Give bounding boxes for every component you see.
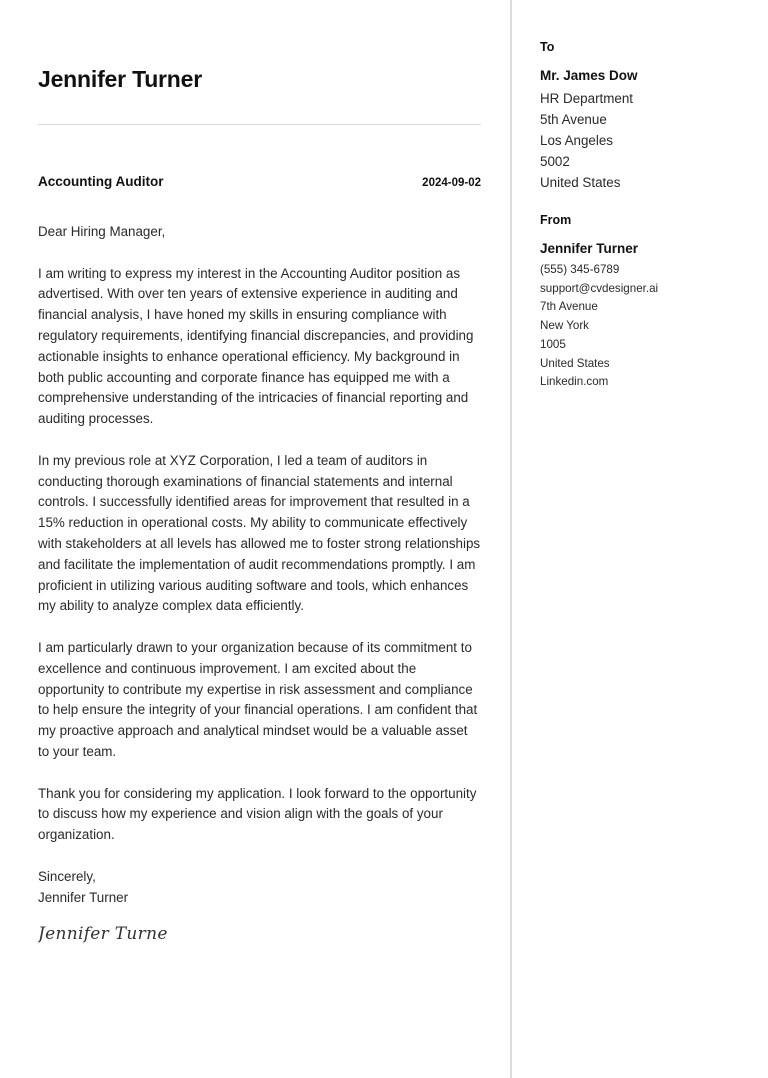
- paragraph-4: Thank you for considering my application. I look forward to the opportunity to discuss how my experience and vision align with the goals of your organization.: [38, 785, 477, 843]
- sender-contact: [540, 261, 658, 392]
- letter-body: [38, 222, 481, 948]
- svg-text:Jennifer Turner: Jennifer Turner: [38, 924, 168, 945]
- recipient-country: United States: [540, 175, 621, 190]
- sender-email: support@cvdesigner.ai: [540, 281, 659, 295]
- paragraph-1: I am writing to express my interest in the Accounting Auditor position as advertised. With over ten years of extensive experience in auditing and financial analysis, I have honed my skills in ensuring compliance with regulatory requirements, identifying financial discrepancies, and providing actionable insights to enhance operational efficiency. My background in both public accounting and corporate finance has equipped me with a comprehensive understanding of the intricacies of financial reporting and auditing processes.: [38, 265, 474, 427]
- recipient-name: Mr. James Dow: [540, 68, 638, 83]
- paragraph-2: In my previous role at XYZ Corporation, I led a team of auditors in conducting thorough examinations of financial statements and internal controls. I successfully identified areas for improvement that resulted in a 15% reduction in operational costs. My ability to communicate effectively with stakeholders at all levels has allowed me to foster strong relationships and facilitate the implementation of audit recommendations promptly. I am proficient in utilizing various auditing software and tools, which enhances my ability to analyze complex data efficiently.: [38, 452, 481, 614]
- sender-name: Jennifer Turner: [540, 241, 639, 256]
- to-label: To: [540, 40, 555, 54]
- letter-date: 2024-09-02: [422, 177, 481, 189]
- paragraph-3: I am particularly drawn to your organization because of its commitment to excellence and continuous improvement. I am excited about the opportunity to contribute my expertise in risk assessment and compliance to help ensure the integrity of your financial operations. I am confident that my proactive approach and analytical mindset would be a valuable asset to your team.: [38, 639, 478, 759]
- recipient-address: [540, 88, 633, 193]
- sender-postal-code: 1005: [540, 337, 566, 351]
- from-label: From: [540, 213, 572, 227]
- applicant-name: Jennifer Turner: [38, 66, 202, 92]
- recipient-department: HR Department: [540, 91, 634, 106]
- job-title-row: [38, 174, 481, 189]
- sender-street: 7th Avenue: [540, 300, 598, 314]
- recipient-street: 5th Avenue: [540, 112, 607, 127]
- recipient-city: Los Angeles: [540, 133, 613, 148]
- column-divider: [510, 0, 512, 1078]
- greeting: Dear Hiring Manager,: [38, 224, 166, 239]
- closing: Sincerely,: [38, 868, 96, 884]
- sender-phone: (555) 345-6789: [540, 263, 620, 276]
- handwritten-signature: [38, 918, 481, 948]
- header-divider: [38, 124, 481, 125]
- sender-country: United States: [540, 356, 610, 370]
- signer-name: Jennifer Turner: [38, 889, 129, 905]
- job-title: Accounting Auditor: [38, 174, 164, 189]
- sender-city: New York: [540, 319, 589, 333]
- sender-website: Linkedin.com: [540, 375, 609, 389]
- recipient-postal-code: 5002: [540, 154, 570, 169]
